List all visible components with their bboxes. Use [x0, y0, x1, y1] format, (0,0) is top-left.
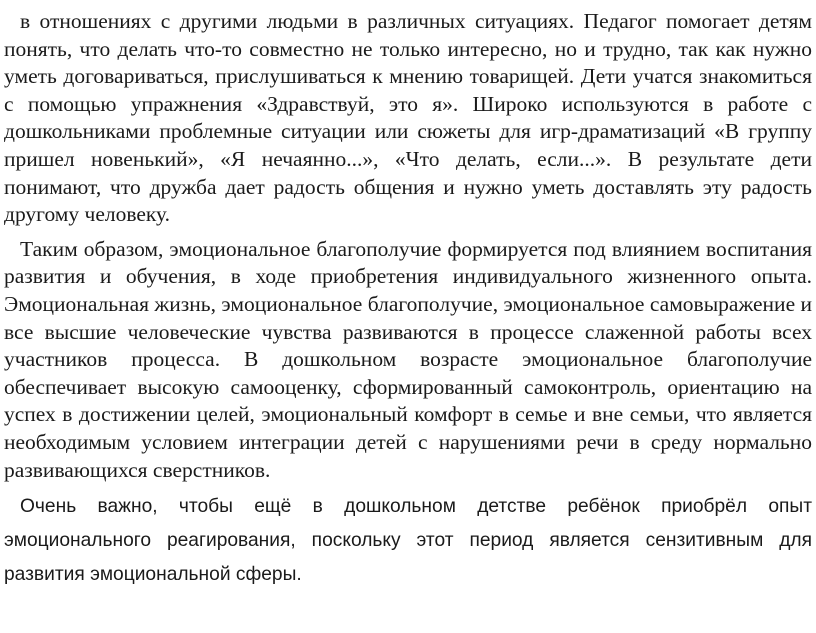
paragraph-emotional-experience: Очень важно, чтобы ещё в дошкольном детстве ребёнок приобрёл опыт эмоционального реагирования, поскольку этот период является сензитивным для развития эмоциональной сферы. — [4, 496, 812, 586]
paragraph-emotional-wellbeing: Таким образом, эмоциональное благополучие формируется под влиянием воспитания развития и обучения, в ходе приобретения индивидуального жизненного опыта. Эмоциональная жизнь, эмоциональное благополучие, эмоциональное самовыражение и все высшие человеческие чувства развиваются в процессе слаженной работы всех участников процесса. В дошкольном возрасте эмоциональное благополучие обеспечивает высокую самооценку, сформированный самоконтроль, ориентацию на успех в достижении целей, эмоциональный комфорт в семье и вне семьи, что является необходимым условием интеграции детей с нарушениями речи в среду нормально развивающихся сверстников. — [4, 236, 812, 482]
paragraph-peer-interaction: в отношениях с другими людьми в различных ситуациях. Педагог помогает детям понять, что делать что-то совместно не только интересно, но и трудно, так как нужно уметь договариваться, прислушиваться к мнению товарищей. Дети учатся знакомиться с помощью упражнения «Здравствуй, это я». Широко используются в работе с дошкольниками проблемные ситуации или сюжеты для игр-драматизаций «В группу пришел новенький», «Я нечаянно...», «Что делать, если...». В результате дети понимают, что дружба дает радость общения и нужно уметь доставлять эту радость другому человеку. — [4, 9, 812, 227]
